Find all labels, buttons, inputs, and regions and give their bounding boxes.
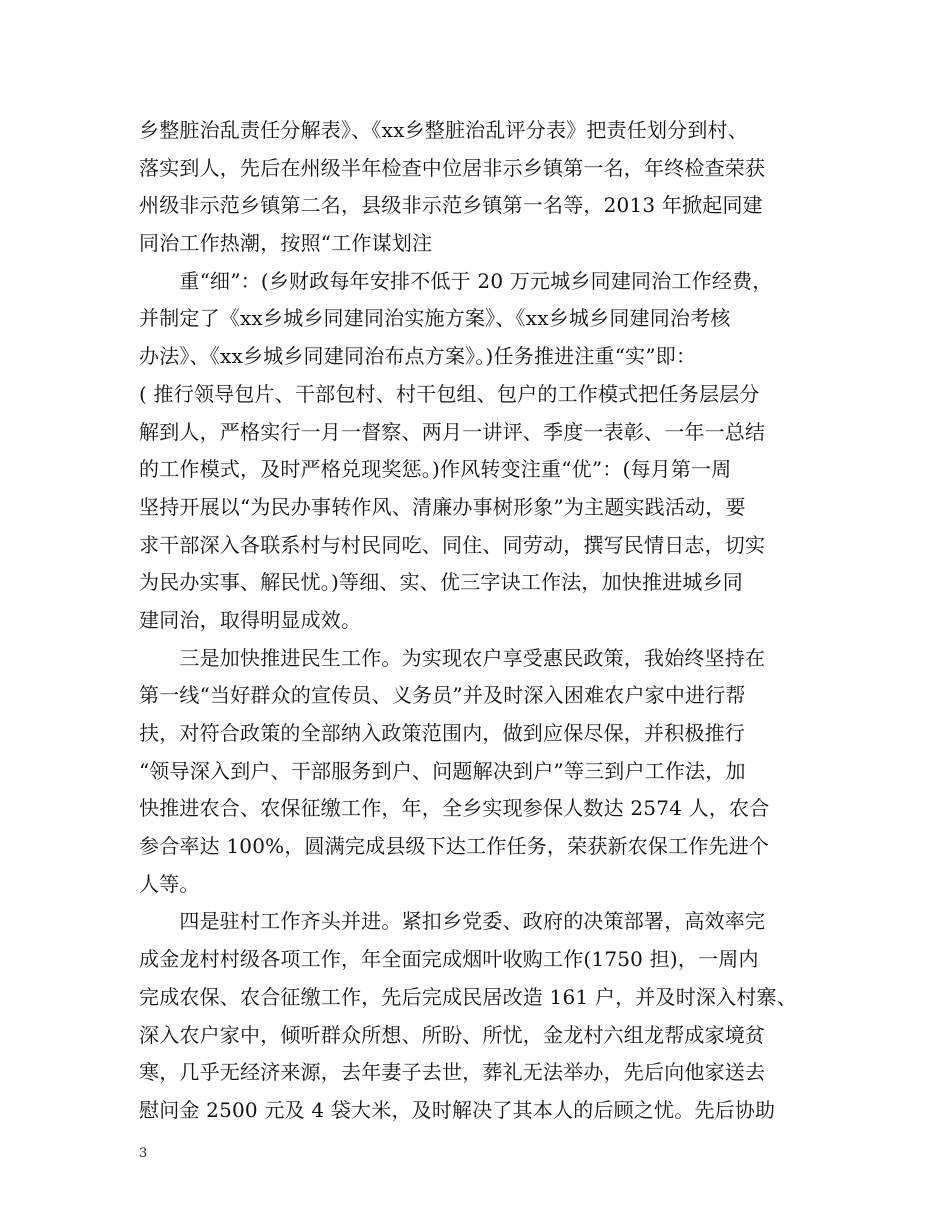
text-line: 求干部深入各联系村与村民同吃、同住、同劳动，撰写民情日志，切实 bbox=[139, 532, 766, 557]
text-line: 参合率达 100%，圆满完成县级下达工作任务，荣获新农保工作先进个 bbox=[139, 834, 770, 859]
paragraph bbox=[139, 640, 819, 904]
text-line: “领导深入到户、干部服务到户、问题解决到户”等三到户工作法，加 bbox=[139, 758, 746, 783]
text-line: 并制定了《xx乡城乡同建同治实施方案》、《xx乡城乡同建同治考核 bbox=[139, 306, 731, 331]
text-line: 同治工作热潮，按照“工作谋划注 bbox=[139, 231, 433, 256]
text-line: 建同治，取得明显成效。 bbox=[139, 607, 362, 632]
text-line: 寒，几乎无经济来源，去年妻子去世，葬礼无法举办，先后向他家送去 bbox=[139, 1060, 766, 1085]
text-line: 完成农保、农合征缴工作，先后完成民居改造 161 户，并及时深入村寨、 bbox=[139, 984, 797, 1009]
text-line: 解到人，严格实行一月一督察、两月一讲评、季度一表彰、一年一总结 bbox=[139, 419, 766, 444]
text-line: 人等。 bbox=[139, 871, 200, 896]
text-line: 的工作模式，及时严格兑现奖惩。)作风转变注重“优”：(每月第一周 bbox=[139, 457, 732, 482]
text-line: 四是驻村工作齐头并进。紧扣乡党委、政府的决策部署，高效率完 bbox=[139, 909, 766, 934]
paragraph bbox=[139, 903, 819, 1129]
text-line: 坚持开展以“为民办事转作风、清廉办事树形象”为主题实践活动，要 bbox=[139, 494, 746, 519]
text-line: 深入农户家中，倾听群众所想、所盼、所忧，金龙村六组龙帮成家境贫 bbox=[139, 1022, 766, 1047]
text-line: ( 推行领导包片、干部包村、村干包组、包户的工作模式把任务层层分 bbox=[139, 381, 760, 406]
text-line: 快推进农合、农保征缴工作，年，全乡实现参保人数达 2574 人，农合 bbox=[139, 796, 770, 821]
text-line: 重“细”：(乡财政每年安排不低于 20 万元城乡同建同治工作经费， bbox=[139, 268, 773, 293]
text-line: 乡整脏治乱责任分解表》、《xx乡整脏治乱评分表》把责任划分到村、 bbox=[139, 118, 748, 142]
paragraph bbox=[139, 112, 819, 263]
page-number: 3 bbox=[139, 1146, 148, 1161]
text-line: 第一线“当好群众的宣传员、义务员”并及时深入困难农户家中进行帮 bbox=[139, 683, 746, 708]
text-line: 州级非示范乡镇第二名，县级非示范乡镇第一名等，2013 年掀起同建 bbox=[139, 193, 763, 218]
body-text bbox=[139, 112, 819, 1130]
text-line: 落实到人，先后在州级半年检查中位居非示乡镇第一名，年终检查荣获 bbox=[139, 155, 766, 180]
text-line: 为民办实事、解民忧。)等细、实、优三字诀工作法，加快推进城乡同 bbox=[139, 570, 744, 595]
paragraph bbox=[139, 263, 819, 640]
text-line: 三是加快推进民生工作。为实现农户享受惠民政策，我始终坚持在 bbox=[139, 645, 766, 670]
text-line: 成金龙村村级各项工作，年全面完成烟叶收购工作(1750 担)，一周内 bbox=[139, 947, 759, 972]
text-line: 办法》、《xx乡城乡同建同治布点方案》。)任务推进注重“实”即： bbox=[139, 344, 697, 369]
text-line: 扶，对符合政策的全部纳入政策范围内，做到应保尽保，并积极推行 bbox=[139, 721, 745, 745]
text-line: 慰问金 2500 元及 4 袋大米，及时解决了其本人的后顾之忧。先后协助 bbox=[139, 1097, 776, 1122]
